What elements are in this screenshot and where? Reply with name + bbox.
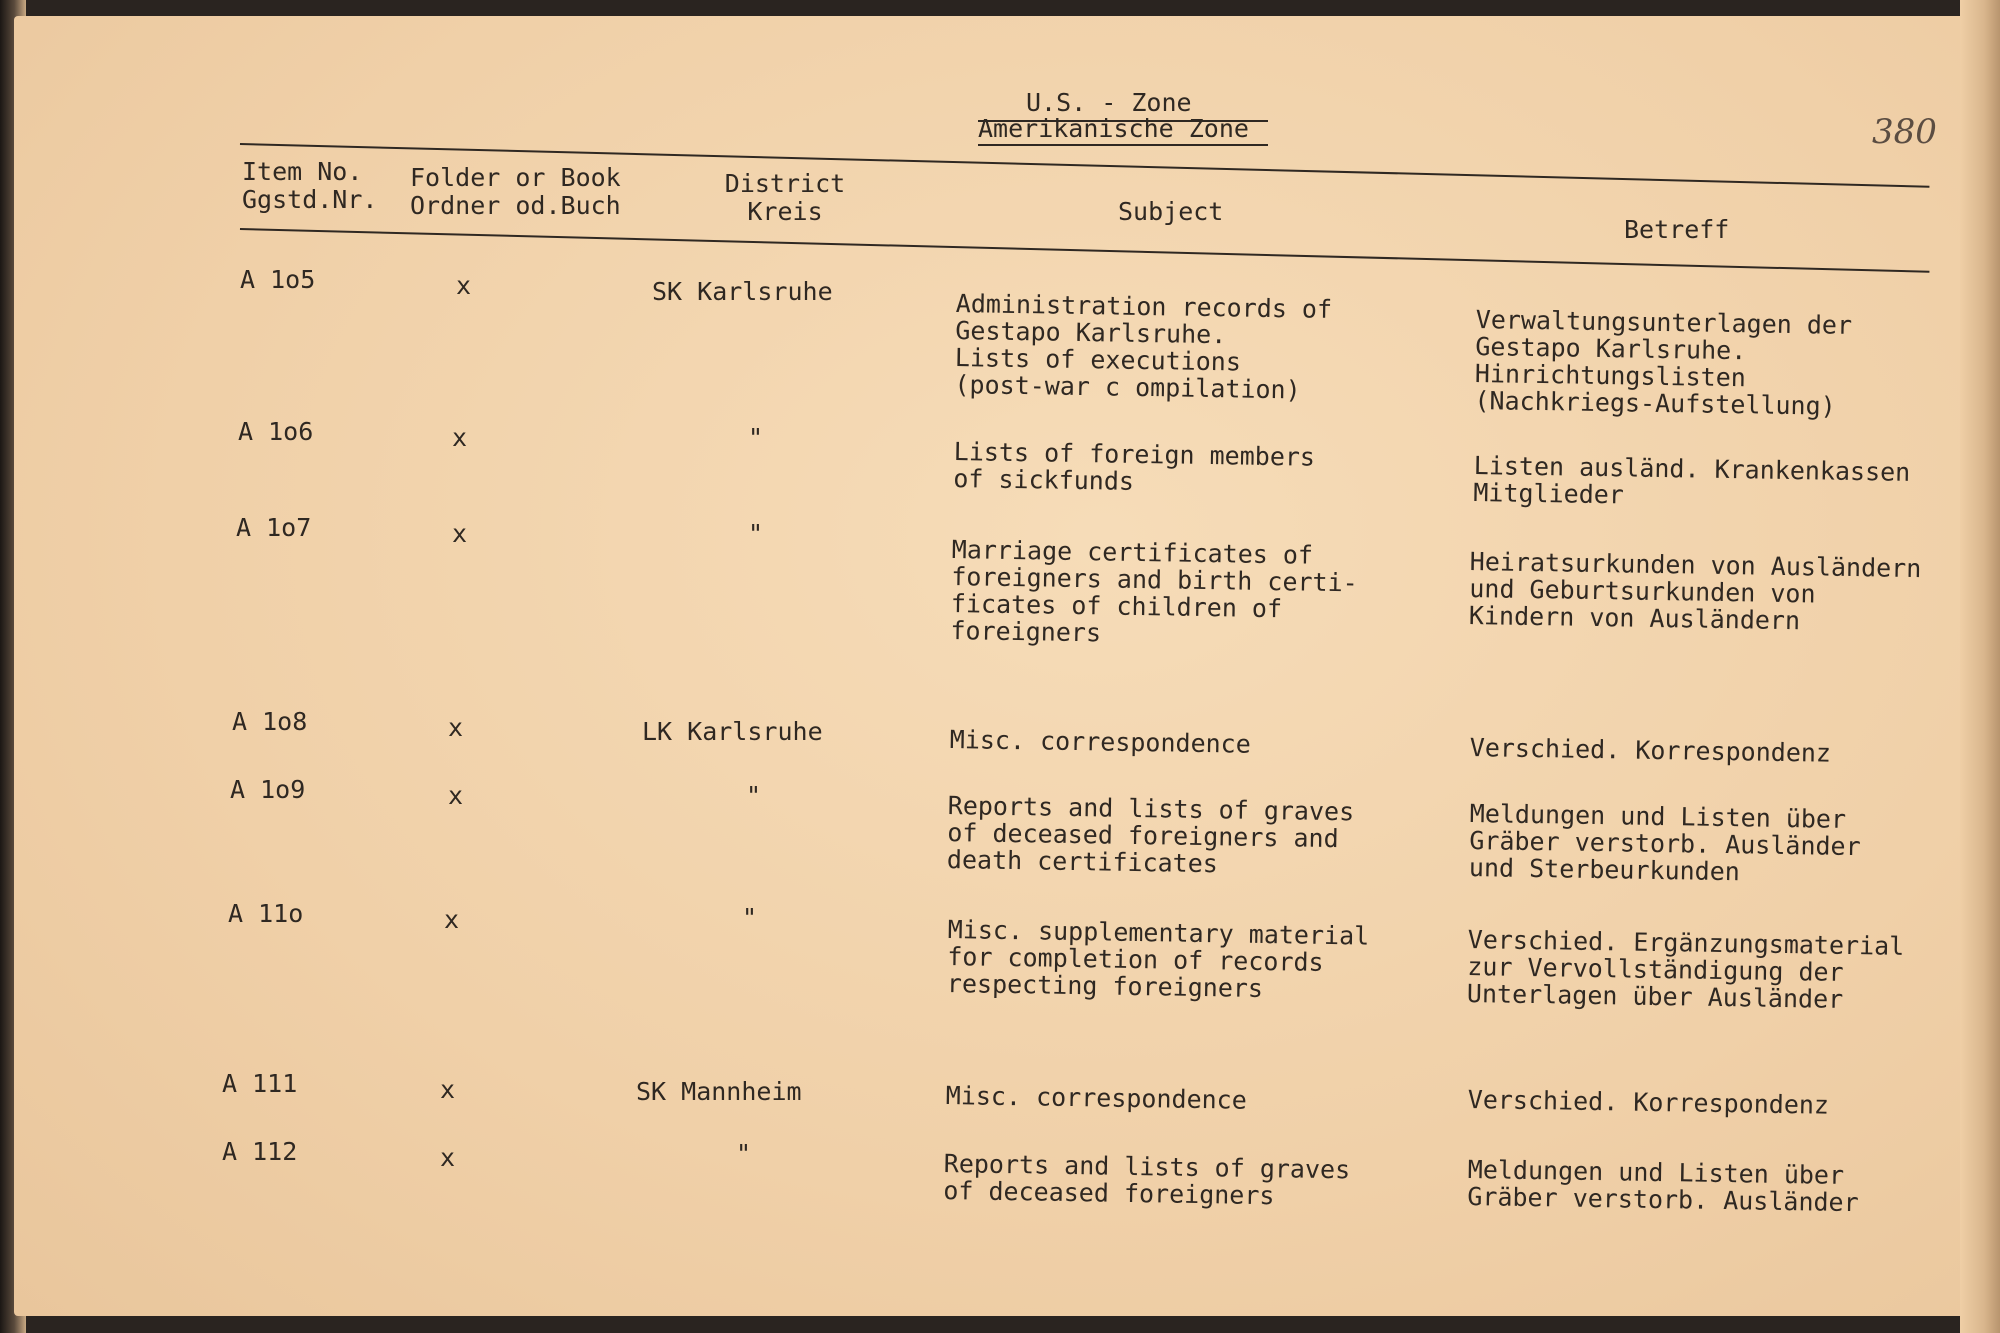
subject [954, 290, 1332, 404]
betreff-line: Verschied. Ergänzungsmaterial [1467, 925, 1905, 961]
subject-line: respecting foreigners [946, 968, 1264, 1003]
item-number: A 1o5 [240, 265, 316, 294]
column-header-folder-en: Folder or Book [410, 163, 621, 192]
betreff-line: und Sterbeurkunden [1468, 852, 1741, 887]
item-number: A 1o9 [230, 775, 306, 804]
betreff-line: Mitglieder [1473, 477, 1625, 510]
column-header-betreff: Betreff [1624, 215, 1730, 244]
subject-line: of sickfunds [953, 463, 1135, 496]
betreff-line: Gräber verstorb. Ausländer [1467, 1181, 1859, 1218]
item-number: A 111 [222, 1069, 298, 1098]
subject-line: Reports and lists of graves [943, 1149, 1351, 1185]
column-header-district-en: District [724, 169, 846, 198]
page-edge [1960, 0, 2000, 1333]
betreff-line: Meldungen und Listen über [1467, 1155, 1845, 1190]
subject [947, 792, 1355, 879]
subject [943, 1150, 1350, 1210]
item-number: A 1o8 [232, 707, 308, 736]
betreff-line: Listen ausländ. Krankenkassen [1473, 451, 1911, 487]
column-header-district [718, 170, 852, 226]
subject [947, 916, 1370, 1004]
betreff-line: Kindern von Ausländern [1468, 600, 1801, 636]
subject-line: of deceased foreigners and [947, 817, 1339, 854]
subject-line: (post-war c ompilation) [954, 369, 1301, 405]
subject-line: Misc. supplementary material [947, 915, 1370, 951]
subject-line: foreigners [950, 615, 1102, 648]
folder-mark: x [448, 781, 464, 810]
column-header-item-de: Ggstd.Nr. [242, 185, 378, 214]
betreff-line: Gestapo Karlsruhe. [1475, 331, 1747, 366]
district: " [736, 1139, 752, 1168]
subject [953, 438, 1315, 498]
folder-mark: x [448, 713, 464, 742]
subject [950, 536, 1358, 650]
subject-line: Marriage certificates of [951, 535, 1314, 570]
folder-mark: x [456, 271, 472, 300]
subject-line: death certificates [946, 844, 1219, 879]
column-header-subject: Subject [1118, 197, 1224, 226]
folder-mark: x [444, 905, 460, 934]
betreff [1468, 1086, 1830, 1119]
subject-line: of deceased foreigners [943, 1175, 1275, 1211]
subject-line: foreigners and birth certi- [951, 561, 1358, 598]
betreff-line: zur Vervollständigung der [1467, 951, 1844, 987]
folder-mark: x [440, 1075, 456, 1104]
subject-line: Gestapo Karlsruhe. [955, 315, 1227, 350]
district: " [748, 423, 764, 452]
item-number: A 1o6 [238, 417, 314, 446]
subject-line: Reports and lists of graves [947, 791, 1355, 827]
column-header-folder [410, 164, 621, 220]
betreff [1467, 926, 1905, 1014]
betreff [1469, 800, 1862, 887]
subject-line: for completion of records [947, 941, 1324, 977]
district: " [748, 519, 764, 548]
column-header-item-en: Item No. [242, 157, 363, 186]
betreff-line: Unterlagen über Ausländer [1466, 978, 1844, 1014]
item-number: A 1o7 [236, 513, 312, 542]
betreff [1467, 1156, 1859, 1216]
betreff-line: Verschied. Korrespondenz [1469, 733, 1832, 768]
item-number: A 11o [228, 899, 304, 928]
betreff-line: und Geburtsurkunden von [1469, 573, 1816, 609]
district: SK Mannheim [636, 1077, 802, 1106]
folder-mark: x [452, 423, 468, 452]
subject-line: Lists of foreign members [953, 437, 1316, 472]
district: LK Karlsruhe [642, 717, 823, 746]
betreff-line: (Nachkriegs-Aufstellung) [1474, 385, 1836, 421]
column-header-district-de: Kreis [747, 197, 823, 226]
betreff [1470, 734, 1832, 767]
district: SK Karlsruhe [652, 277, 833, 306]
column-header-folder-de: Ordner od.Buch [410, 191, 621, 220]
subject-line: Lists of executions [954, 342, 1242, 377]
betreff-line: Meldungen und Listen über [1469, 799, 1847, 834]
betreff-line: Heiratsurkunden von Ausländern [1469, 547, 1922, 584]
folder-mark: x [452, 519, 468, 548]
item-number: A 112 [222, 1137, 298, 1166]
page-number: 380 [1872, 112, 1937, 152]
betreff [1469, 548, 1922, 636]
betreff-line: Verwaltungsunterlagen der [1475, 305, 1853, 340]
subject-line: Misc. correspondence [945, 1081, 1248, 1115]
subject-line: ficates of children of [950, 588, 1283, 624]
subject [950, 726, 1251, 758]
zone-underline-2 [978, 144, 1268, 146]
betreff-line: Hinrichtungslisten [1474, 358, 1747, 393]
subject-line: Misc. correspondence [949, 725, 1252, 759]
folder-mark: x [440, 1143, 456, 1172]
district: " [746, 781, 762, 810]
subject-line: Administration records of [955, 289, 1333, 324]
betreff-line: Verschied. Korrespondenz [1467, 1085, 1830, 1120]
subject [946, 1082, 1247, 1114]
column-header-item [242, 158, 377, 214]
betreff-line: Gräber verstorb. Ausländer [1469, 825, 1861, 862]
zone-title-german: Amerikanische Zone [978, 114, 1249, 143]
betreff [1473, 452, 1910, 513]
district: " [742, 903, 758, 932]
zone-title-english: U.S. - Zone [1026, 88, 1192, 117]
betreff [1474, 306, 1852, 420]
